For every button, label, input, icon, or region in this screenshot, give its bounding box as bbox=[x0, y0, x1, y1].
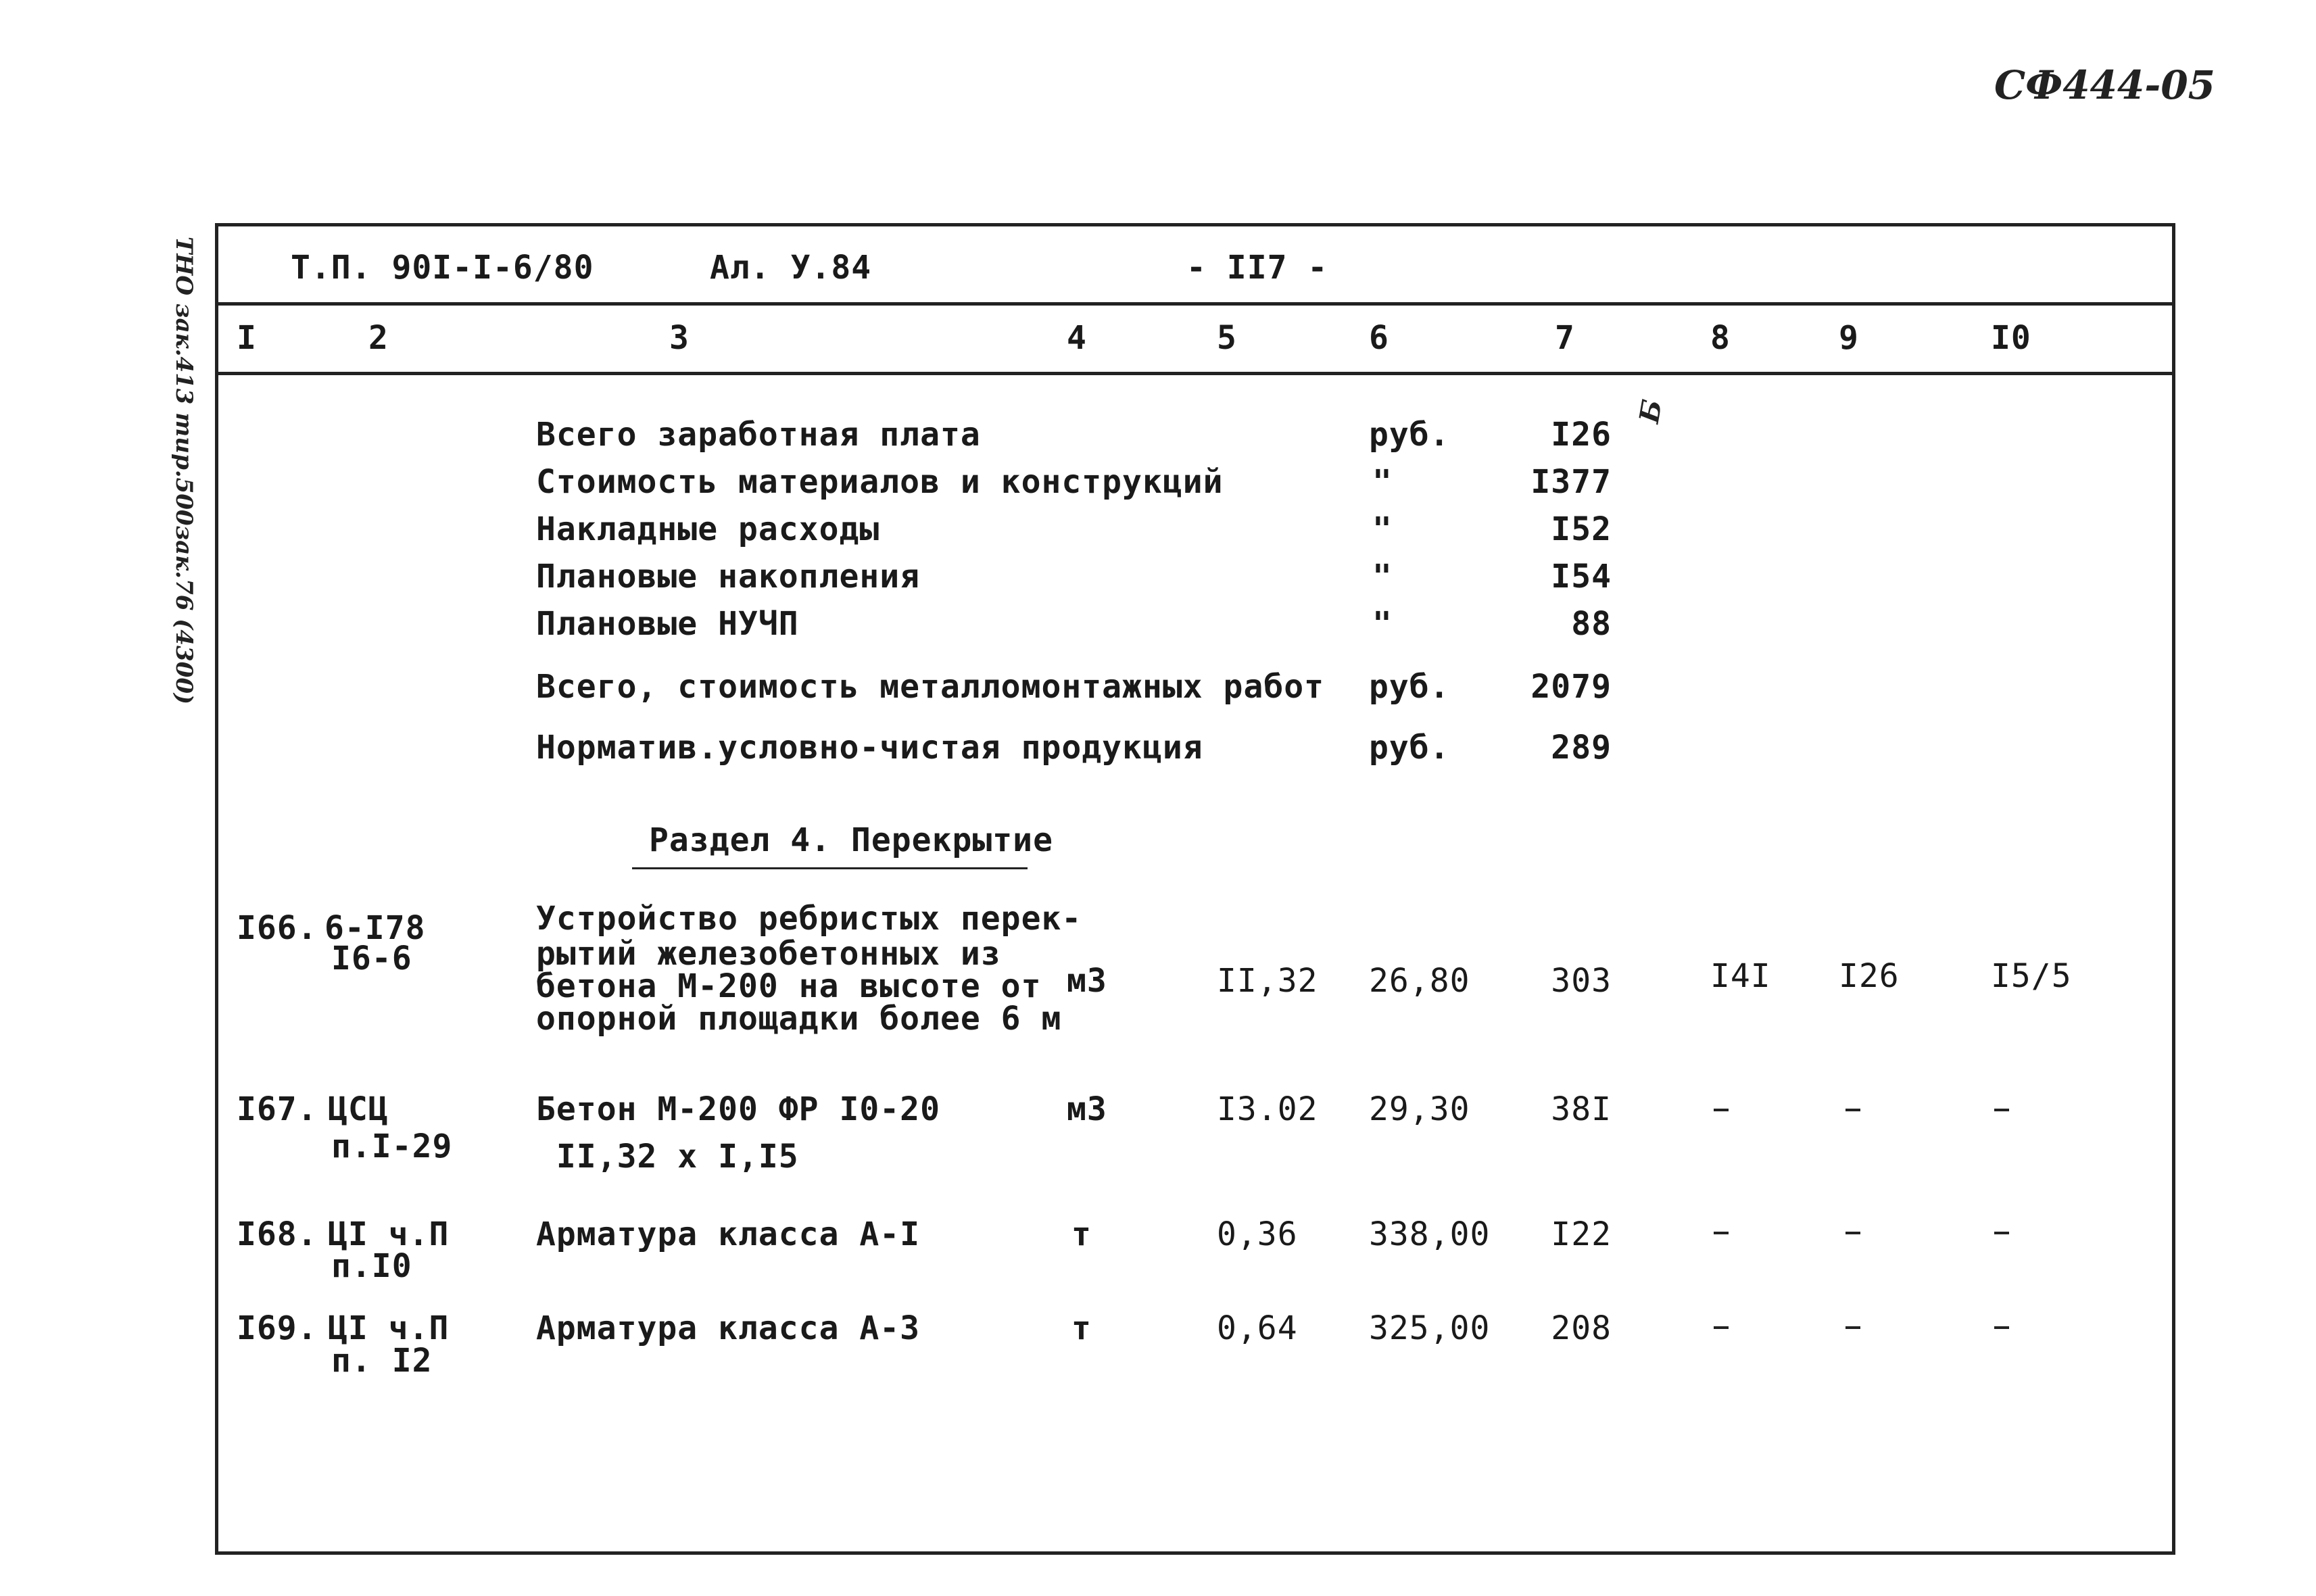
column-header-divider bbox=[215, 372, 2172, 375]
col-header-9: 9 bbox=[1839, 319, 1859, 357]
row-total: 38I bbox=[1551, 1090, 1612, 1128]
row-total: 303 bbox=[1551, 962, 1612, 1000]
row-col9 bbox=[1845, 1232, 1860, 1234]
row-col9: I26 bbox=[1839, 957, 1900, 995]
summary-unit: " bbox=[1372, 510, 1393, 548]
col-header-10: I0 bbox=[1991, 319, 2031, 357]
project-reference: Т.П. 90I-I-6/80 bbox=[291, 249, 594, 287]
row-description: II,32 х I,I5 bbox=[536, 1138, 799, 1176]
col-header-6: 6 bbox=[1369, 319, 1389, 357]
summary-unit: " bbox=[1372, 605, 1393, 643]
summary-value: I54 bbox=[1551, 558, 1612, 596]
row-quantity: 0,64 bbox=[1217, 1309, 1298, 1347]
row-quantity: I3.02 bbox=[1217, 1090, 1318, 1128]
summary-value: I52 bbox=[1551, 510, 1612, 548]
section-title: Раздел 4. Перекрытие bbox=[649, 821, 1053, 859]
row-description: опорной площадки более 6 м bbox=[536, 1000, 1062, 1038]
summary-value: 88 bbox=[1571, 605, 1612, 643]
row-col8 bbox=[1714, 1109, 1729, 1111]
row-number: I69. bbox=[237, 1309, 318, 1347]
summary-value: I26 bbox=[1551, 416, 1612, 454]
row-code: ЦI ч.П bbox=[328, 1215, 450, 1253]
row-number: I68. bbox=[237, 1215, 318, 1253]
summary-label: Стоимость материалов и конструкций bbox=[536, 463, 1224, 501]
row-unit-price: 26,80 bbox=[1369, 962, 1470, 1000]
row-code: 6-I78 bbox=[324, 909, 426, 947]
album-reference: Ал. У.84 bbox=[710, 249, 872, 287]
row-code: ЦСЦ bbox=[328, 1090, 389, 1128]
row-description: рытий железобетонных из bbox=[536, 935, 1001, 973]
col-header-5: 5 bbox=[1217, 319, 1237, 357]
summary-label: Всего, стоимость металломонтажных работ bbox=[536, 668, 1325, 706]
row-unit-price: 338,00 bbox=[1369, 1215, 1491, 1253]
row-code: ЦI ч.П bbox=[328, 1309, 450, 1347]
row-code: п. I2 bbox=[331, 1342, 433, 1380]
row-col10 bbox=[1994, 1326, 2009, 1329]
row-total: I22 bbox=[1551, 1215, 1612, 1253]
row-number: I66. bbox=[237, 909, 318, 947]
side-print-note: ТНО зак.413 тир.500зак.76 (4300) bbox=[170, 237, 197, 705]
row-description: бетона М-200 на высоте от bbox=[536, 967, 1042, 1005]
header-divider bbox=[215, 302, 2172, 306]
summary-label: Норматив.условно-чистая продукция bbox=[536, 729, 1203, 767]
row-col10 bbox=[1994, 1109, 2009, 1111]
row-col8 bbox=[1714, 1326, 1729, 1329]
row-description: Арматура класса А-3 bbox=[536, 1309, 921, 1347]
summary-value: I377 bbox=[1530, 463, 1612, 501]
row-number: I67. bbox=[237, 1090, 318, 1128]
row-unit: м3 bbox=[1067, 962, 1107, 1000]
col-header-1: I bbox=[237, 319, 257, 357]
row-col9 bbox=[1845, 1109, 1860, 1111]
summary-value: 289 bbox=[1551, 729, 1612, 767]
summary-label: Плановые НУЧП bbox=[536, 605, 799, 643]
section-title-underline bbox=[632, 867, 1028, 869]
col-header-7: 7 bbox=[1555, 319, 1575, 357]
summary-label: Плановые накопления bbox=[536, 558, 921, 596]
row-description: Бетон М-200 ФР I0-20 bbox=[536, 1090, 940, 1128]
summary-unit: " bbox=[1372, 558, 1393, 596]
summary-unit: руб. bbox=[1369, 668, 1450, 706]
col-header-3: 3 bbox=[669, 319, 690, 357]
summary-unit: руб. bbox=[1369, 416, 1450, 454]
row-unit-price: 29,30 bbox=[1369, 1090, 1470, 1128]
row-quantity: II,32 bbox=[1217, 962, 1318, 1000]
row-col8 bbox=[1714, 1232, 1729, 1234]
row-col9 bbox=[1845, 1326, 1860, 1329]
col-header-8: 8 bbox=[1710, 319, 1731, 357]
document-code-stamp: СФ444-05 bbox=[1994, 62, 2216, 108]
summary-label: Накладные расходы bbox=[536, 510, 880, 548]
row-code: п.I-29 bbox=[331, 1128, 453, 1165]
row-description: Устройство ребристых перек- bbox=[536, 900, 1082, 938]
row-quantity: 0,36 bbox=[1217, 1215, 1298, 1253]
row-total: 208 bbox=[1551, 1309, 1612, 1347]
summary-unit: руб. bbox=[1369, 729, 1450, 767]
row-code: п.I0 bbox=[331, 1247, 412, 1285]
row-unit-price: 325,00 bbox=[1369, 1309, 1491, 1347]
row-col10: I5/5 bbox=[1991, 957, 2072, 995]
row-col10 bbox=[1994, 1232, 2009, 1234]
summary-label: Всего заработная плата bbox=[536, 416, 981, 454]
summary-value: 2079 bbox=[1530, 668, 1612, 706]
table-frame bbox=[215, 223, 2175, 1555]
row-unit: м3 bbox=[1067, 1090, 1107, 1128]
margin-mark: Б bbox=[1633, 397, 1669, 426]
row-description: Арматура класса А-I bbox=[536, 1215, 921, 1253]
col-header-2: 2 bbox=[368, 319, 389, 357]
summary-unit: " bbox=[1372, 463, 1393, 501]
row-unit: т bbox=[1071, 1309, 1092, 1347]
row-unit: т bbox=[1071, 1215, 1092, 1253]
row-code: I6-6 bbox=[331, 940, 412, 977]
col-header-4: 4 bbox=[1067, 319, 1087, 357]
row-col8: I4I bbox=[1710, 957, 1771, 995]
page-number: - II7 - bbox=[1186, 249, 1328, 287]
